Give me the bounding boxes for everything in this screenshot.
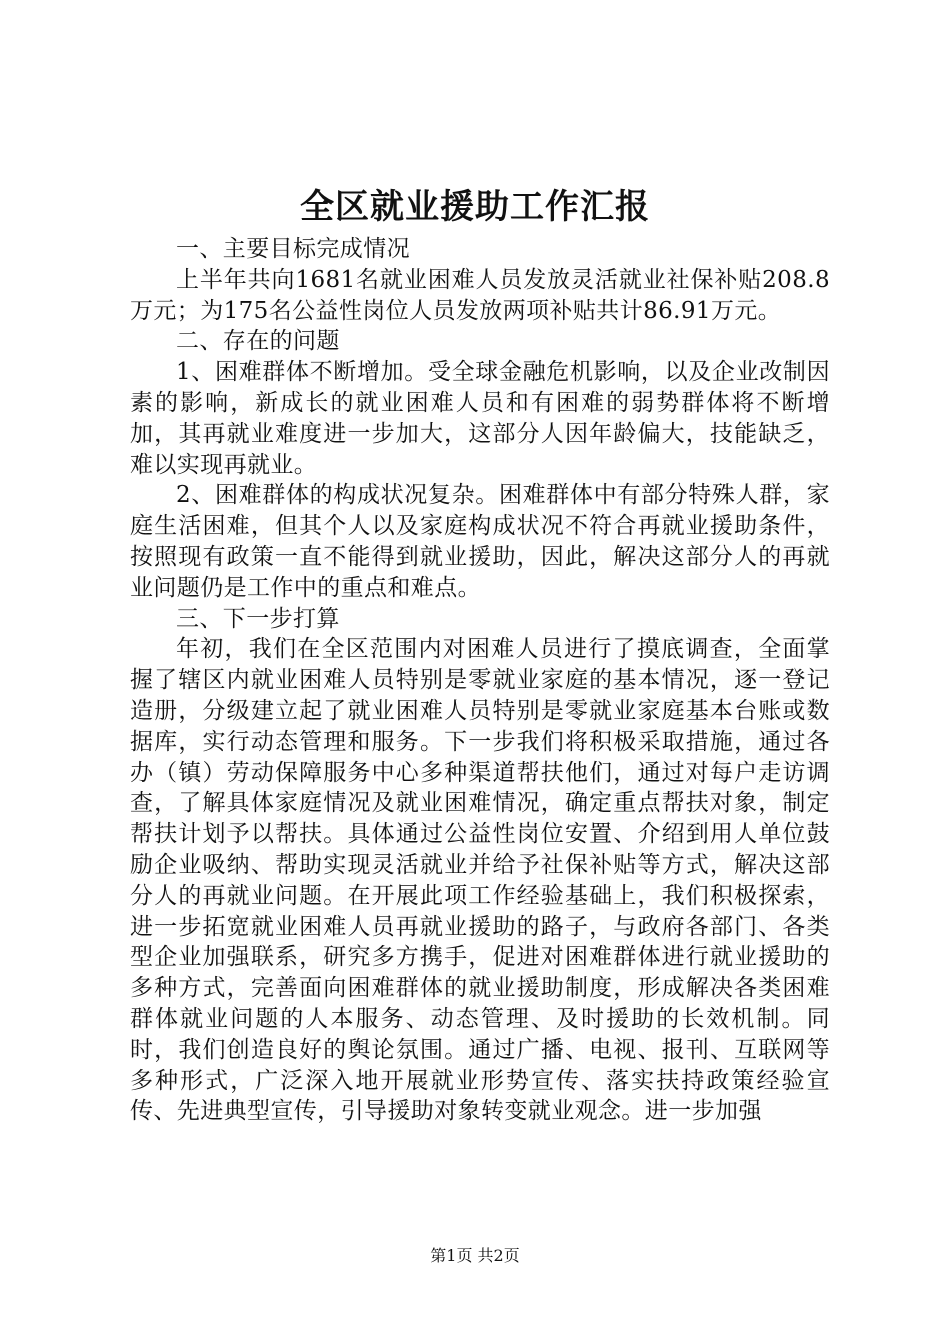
section-heading-next-steps: 三、下一步打算 (176, 605, 340, 632)
document-body (130, 234, 830, 1127)
paragraph-problem-1: 1、困难群体不断增加。受全球金融危机影响，以及企业改制因素的影响，新成长的就业困难人员和有困难的弱势群体将不断增加，其再就业难度进一步加大，这部分人因年龄偏大，技能缺乏，难以实现再就业。 (130, 359, 830, 478)
paragraph-goals-summary: 上半年共向1681名就业困难人员发放灵活就业社保补贴208.8万元；为175名公益性岗位人员发放两项补贴共计86.91万元。 (130, 266, 830, 324)
section-heading-problems: 二、存在的问题 (176, 328, 340, 355)
document-title: 全区就业援助工作汇报 (300, 187, 650, 227)
paragraph-problem-2: 2、困难群体的构成状况复杂。困难群体中有部分特殊人群，家庭生活困难，但其个人以及家庭构成状况不符合再就业援助条件，按照现有政策一直不能得到就业援助，因此，解决这部分人的再就业问题仍是工作中的重点和难点。 (130, 482, 830, 601)
paragraph-next-steps: 年初，我们在全区范围内对困难人员进行了摸底调查，全面掌握了辖区内就业困难人员特别是零就业家庭的基本情况，逐一登记造册，分级建立起了就业困难人员特别是零就业家庭基本台账或数据库，实行动态管理和服务。下一步我们将积极采取措施，通过各办（镇）劳动保障服务中心多种渠道帮扶他们，通过对每户走访调查，了解具体家庭情况及就业困难情况，确定重点帮扶对象，制定帮扶计划予以帮扶。具体通过公益性岗位安置、介绍到用人单位鼓励企业吸纳、帮助实现灵活就业并给予社保补贴等方式，解决这部分人的再就业问题。在开展此项工作经验基础上，我们积极探索，进一步拓宽就业困难人员再就业援助的路子，与政府各部门、各类型企业加强联系，研究多方携手，促进对困难群体进行就业援助的多种方式，完善面向困难群体的就业援助制度，形成解决各类困难群体就业问题的人本服务、动态管理、及时援助的长效机制。同时，我们创造良好的舆论氛围。通过广播、电视、报刊、互联网等多种形式，广泛深入地开展就业形势宣传、落实扶持政策经验宣传、先进典型宣传，引导援助对象转变就业观念。进一步加强 (130, 636, 830, 1125)
section-heading-goals: 一、主要目标完成情况 (176, 236, 410, 262)
page-footer: 第1页 共2页 (430, 1246, 520, 1265)
